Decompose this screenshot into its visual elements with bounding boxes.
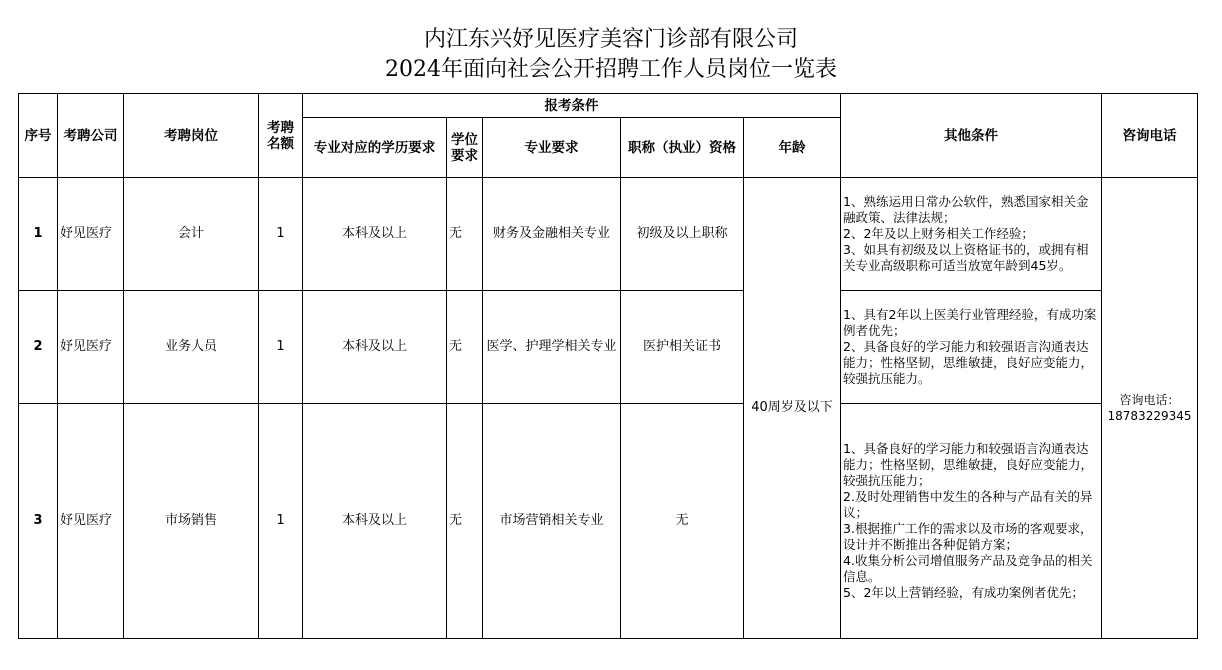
cell-degree: 无	[447, 404, 483, 639]
header-title-qual: 职称（执业）资格	[621, 118, 744, 178]
header-major: 专业要求	[483, 118, 621, 178]
cell-major: 财务及金融相关专业	[483, 178, 621, 291]
header-conditions-group: 报考条件	[303, 94, 841, 118]
cell-quota: 1	[259, 291, 303, 404]
phone-label: 咨询电话：	[1119, 393, 1180, 407]
other-line: 3.根据推广工作的需求以及市场的客观要求，设计并不断推出各种促销方案；	[843, 521, 1093, 552]
other-line: 5、2年以上营销经验，有成功案例者优先；	[843, 585, 1084, 600]
header-quota: 考聘名额	[259, 94, 303, 178]
other-line: 1、熟练运用日常办公软件，熟悉国家相关金融政策、法律法规；	[843, 194, 1089, 225]
cell-title-qual: 无	[621, 404, 744, 639]
header-position: 考聘岗位	[124, 94, 259, 178]
cell-quota: 1	[259, 404, 303, 639]
cell-title-qual: 初级及以上职称	[621, 178, 744, 291]
cell-education: 本科及以上	[303, 404, 447, 639]
other-line: 4.收集分析公司增值服务产品及竞争品的相关信息。	[843, 553, 1093, 584]
other-line: 1、具有2年以上医美行业管理经验，有成功案例者优先；	[843, 307, 1097, 338]
cell-position: 市场销售	[124, 404, 259, 639]
cell-title-qual: 医护相关证书	[621, 291, 744, 404]
other-line: 3、如具有初级及以上资格证书的，或拥有相关专业高级职称可适当放宽年龄到45岁。	[843, 242, 1089, 273]
cell-position: 业务人员	[124, 291, 259, 404]
other-line: 2.及时处理销售中发生的各种与产品有关的异议；	[843, 489, 1093, 520]
page-title: 内江东兴妤见医疗美容门诊部有限公司	[423, 27, 798, 52]
cell-other	[841, 404, 1102, 639]
cell-position: 会计	[124, 178, 259, 291]
cell-education: 本科及以上	[303, 291, 447, 404]
cell-seq: 3	[19, 404, 58, 639]
cell-major: 医学、护理学相关专业	[483, 291, 621, 404]
cell-age: 40周岁及以下	[744, 178, 841, 639]
cell-other	[841, 291, 1102, 404]
cell-other	[841, 178, 1102, 291]
recruitment-table	[18, 93, 1198, 639]
page-subtitle: 2024年面向社会公开招聘工作人员岗位一览表	[385, 57, 837, 82]
cell-company: 妤见医疗	[58, 291, 124, 404]
cell-phone	[1102, 178, 1198, 639]
cell-company: 妤见医疗	[58, 178, 124, 291]
cell-major: 市场营销相关专业	[483, 404, 621, 639]
header-seq: 序号	[19, 94, 58, 178]
cell-seq: 2	[19, 291, 58, 404]
cell-company: 妤见医疗	[58, 404, 124, 639]
cell-degree: 无	[447, 178, 483, 291]
header-company: 考聘公司	[58, 94, 124, 178]
cell-degree: 无	[447, 291, 483, 404]
header-age: 年龄	[744, 118, 841, 178]
cell-education: 本科及以上	[303, 178, 447, 291]
table-row	[19, 178, 1198, 291]
other-line: 1、具备良好的学习能力和较强语言沟通表达能力；性格坚韧，思维敏捷，良好应变能力，较强抗压能力；	[843, 441, 1094, 488]
cell-quota: 1	[259, 178, 303, 291]
header-other: 其他条件	[841, 94, 1102, 178]
header-degree: 学位要求	[447, 118, 483, 178]
cell-seq: 1	[19, 178, 58, 291]
other-line: 2、2年及以上财务相关工作经验；	[843, 226, 1034, 241]
table-row	[19, 404, 1198, 639]
header-phone: 咨询电话	[1102, 94, 1198, 178]
header-education: 专业对应的学历要求	[303, 118, 447, 178]
other-line: 2、具备良好的学习能力和较强语言沟通表达能力；性格坚韧，思维敏捷，良好应变能力，较强抗压能力。	[843, 339, 1094, 386]
phone-number: 18783229345	[1107, 409, 1192, 423]
table-row	[19, 291, 1198, 404]
